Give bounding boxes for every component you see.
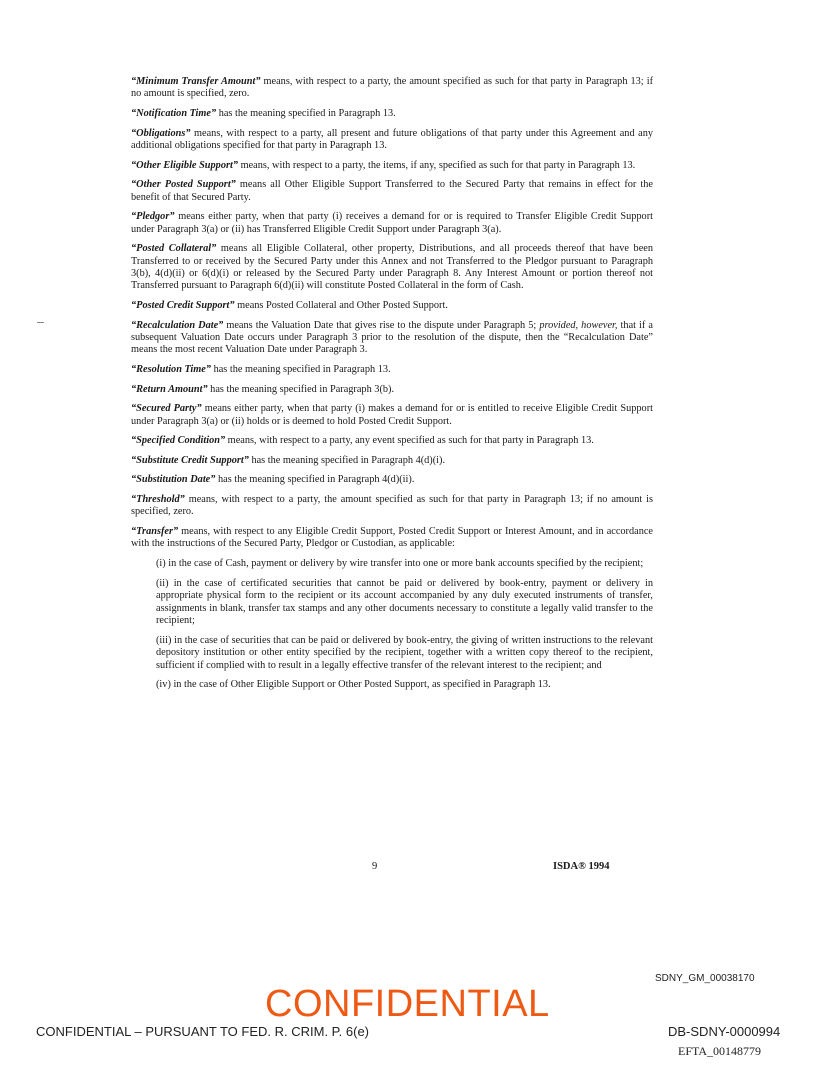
transfer-item: (iv) in the case of Other Eligible Support or Other Posted Support, as specified in Paragraph 13. xyxy=(156,679,551,691)
confidential-stamp: CONFIDENTIAL xyxy=(265,983,550,1025)
page-number: 9 xyxy=(372,861,378,872)
definition: “Specified Condition” means, with respect to a party, any event specified as such for that party in Paragraph 13. xyxy=(131,435,594,447)
isda-mark: ISDA® 1994 xyxy=(553,861,610,872)
transfer-item: (iii) in the case of securities that can be paid or delivered by book-entry, the giving of written instructions to the relevant depository institution or other entity specified by the recipient, together with a written copy thereof to the recipient, sufficient if complied with to result in a legally effective transfer of the relevant interest to the recipient; and xyxy=(156,634,653,671)
definition-recalculation-date: “Recalculation Date” means the Valuation Date that gives rise to the dispute under Paragraph 5; provided, however, that if a subsequent Valuation Date occurs under Paragraph 3 prior to the resolution of the dispute, then the “Recalculation Date” means the most recent Valuation Date under Paragraph 3. xyxy=(131,319,653,356)
definition: “Posted Credit Support” means Posted Collateral and Other Posted Support. xyxy=(131,300,448,311)
definition: “Threshold” means, with respect to a party, the amount specified as such for that party in Paragraph 13; if no amount is specified, zero. xyxy=(131,493,653,518)
confidential-notice: CONFIDENTIAL – PURSUANT TO FED. R. CRIM. P. 6(e) xyxy=(36,1024,370,1039)
bates-number-db: DB-SDNY-0000994 xyxy=(668,1024,781,1039)
definition: “Posted Collateral” means all Eligible Collateral, other property, Distributions, and all proceeds thereof that have been Transferred to or received by the Secured Party under this Annex and not Transferred to the Pledgor pursuant to Paragraph 3(b), 4(d)(ii) or 6(d)(i) or released by the Secured Party under Paragraph 8. Any Interest Amount or portion thereof not Transferred pursuant to Paragraph 6(d)(ii) will constitute Posted Collateral in the form of Cash. xyxy=(131,243,653,292)
definition: “Obligations” means, with respect to a party, all present and future obligations of that party under this Agreement and any additional obligations specified for that party in Paragraph 13. xyxy=(131,127,653,151)
definition: “Secured Party” means either party, when that party (i) makes a demand for or is entitled to receive Eligible Credit Support under Paragraph 3(a) or (ii) holds or is deemed to hold Posted Credit Support. xyxy=(131,403,653,427)
definition: “Notification Time” has the meaning specified in Paragraph 13. xyxy=(131,108,396,119)
transfer-item: (i) in the case of Cash, payment or delivery by wire transfer into one or more bank accounts specified by the recipient; xyxy=(156,557,644,569)
definition-transfer: “Transfer” means, with respect to any Eligible Credit Support, Posted Credit Support or Interest Amount, and in accordance with the instructions of the Secured Party, Pledgor or Custodian, as applicable: xyxy=(131,525,653,550)
bates-number-gm: SDNY_GM_00038170 xyxy=(655,973,755,984)
transfer-item: (ii) in the case of certificated securities that cannot be paid or delivered by book-entry, payment or delivery in appropriate physical form to the recipient or its account accompanied by any duly executed instruments of transfer, assignments in blank, transfer tax stamps and any other documents necessary to constitute a legally valid transfer to the recipient; xyxy=(156,577,653,626)
efta-number: EFTA_00148779 xyxy=(678,1044,762,1058)
definition: “Return Amount” has the meaning specified in Paragraph 3(b). xyxy=(131,383,395,395)
margin-mark xyxy=(37,322,44,323)
document-body xyxy=(131,76,653,699)
definition: “Other Posted Support” means all Other Eligible Support Transferred to the Secured Party that remains in effect for the benefit of that Secured Party. xyxy=(131,179,653,203)
definition: “Minimum Transfer Amount” means, with respect to a party, the amount specified as such for that party in Paragraph 13; if no amount is specified, zero. xyxy=(131,76,653,100)
definition: “Pledgor” means either party, when that party (i) receives a demand for or is required to Transfer Eligible Credit Support under Paragraph 3(a) or (ii) has Transferred Eligible Credit Support under Paragraph 3(a). xyxy=(131,211,653,235)
definition: “Resolution Time” has the meaning specified in Paragraph 13. xyxy=(131,364,391,375)
definition: “Substitution Date” has the meaning specified in Paragraph 4(d)(ii). xyxy=(131,474,415,486)
definition: “Other Eligible Support” means, with respect to a party, the items, if any, specified as such for that party in Paragraph 13. xyxy=(131,159,636,171)
definition: “Substitute Credit Support” has the meaning specified in Paragraph 4(d)(i). xyxy=(131,454,446,466)
